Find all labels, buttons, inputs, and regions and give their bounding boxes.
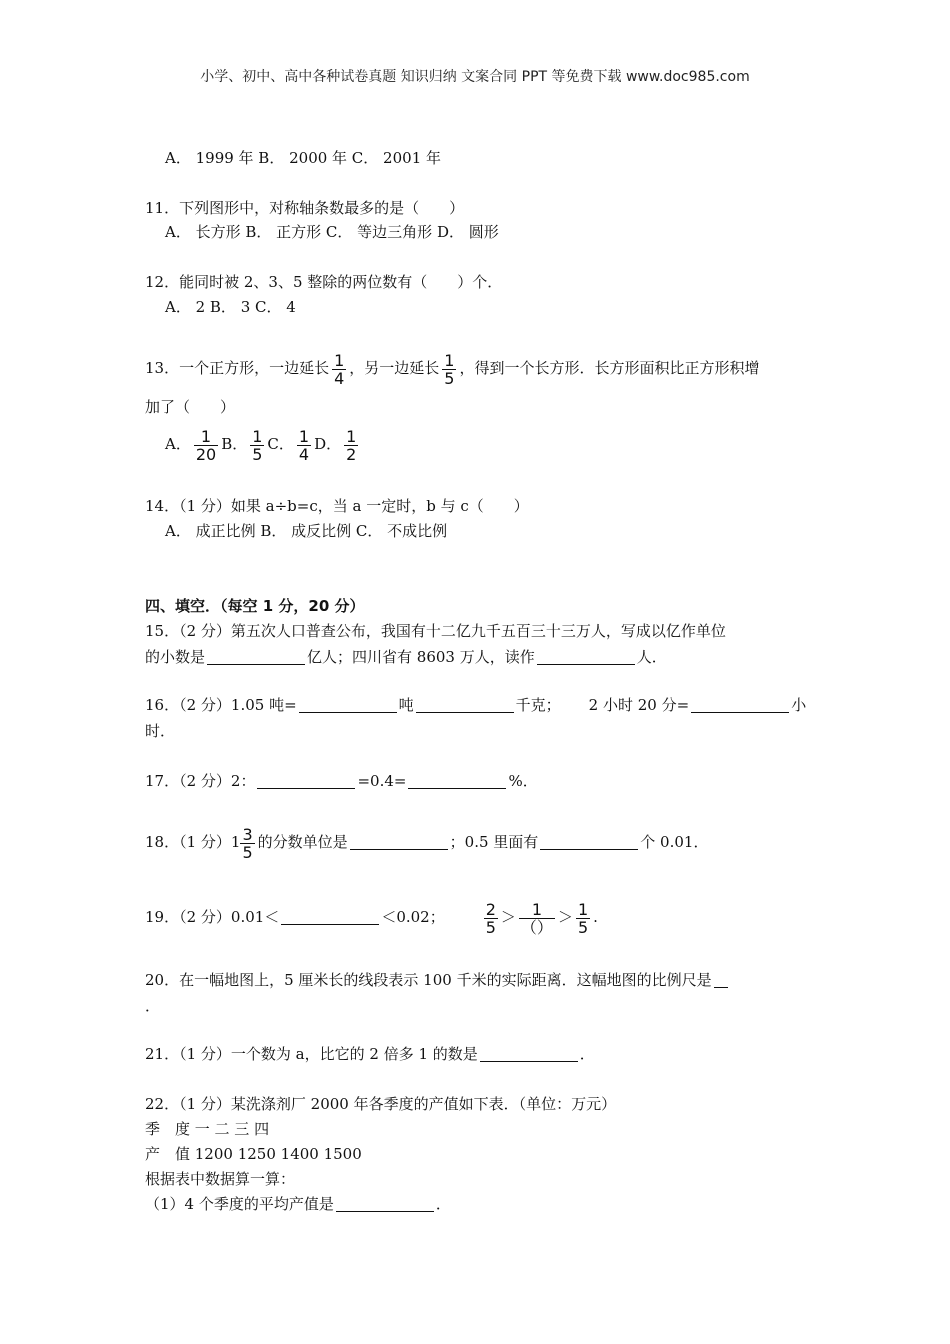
q13-option-d-label: D．	[314, 435, 342, 453]
q20-blank[interactable]	[714, 971, 728, 988]
q19	[145, 898, 598, 936]
q18-text-c: ；0.5 里面有	[449, 833, 539, 851]
q16-text-d: 2 小时 20 分=	[588, 696, 690, 714]
q15-text-a: 的小数是	[145, 648, 206, 666]
q18-text-d: 个 0.01．	[640, 833, 709, 851]
q14-stem: 14．（1 分）如果 a÷b=c，当 a 一定时，b 与 c（ ）	[145, 497, 529, 515]
q12-options: A． 2 B． 3 C． 4	[165, 298, 296, 316]
q16-text-b: 吨	[398, 696, 414, 714]
q16-text-c: 千克；	[515, 696, 561, 714]
q14-options: A． 成正比例 B． 成反比例 C． 不成比例	[165, 522, 448, 540]
q15-text-b: 亿人；四川省有 8603 万人，读作	[307, 648, 535, 666]
greater-than-sign: ＞	[557, 908, 573, 926]
q22-table-row-value: 产 值 1200 1250 1400 1500	[145, 1145, 362, 1163]
q13-options	[165, 426, 361, 463]
q16-text-a: 16．（2 分）1.05 吨=	[145, 696, 297, 714]
q20-text: 20．在一幅地图上，5 厘米长的线段表示 100 千米的实际距离．这幅地图的比例尺是	[145, 971, 712, 989]
q13-option-c-fraction: $\frac{1}{4}$	[298, 426, 310, 464]
q18-text-a: 18．（1 分）1	[145, 833, 241, 851]
q22-sub1-blank[interactable]	[336, 1195, 434, 1212]
q13-suffix: ，得到一个长方形．长方形面积比正方形积增	[459, 359, 760, 377]
q21-text-a: 21．（1 分）一个数为 a，比它的 2 倍多 1 的数是	[145, 1045, 478, 1063]
q22-instruction: 根据表中数据算一算：	[145, 1170, 296, 1188]
q22-table-row-quarter: 季 度 一 二 三 四	[145, 1120, 270, 1138]
fraction-one-over-blank: $\frac{1}{()}$	[520, 899, 553, 937]
q17-blank-1[interactable]	[257, 772, 355, 789]
q22-sub1-text: （1）4 个季度的平均产值是	[145, 1195, 334, 1213]
q11-stem: 11．下列图形中，对称轴条数最多的是（ ）	[145, 199, 465, 217]
section-4-heading: 四、填空．（每空 1 分，20 分）	[145, 597, 365, 615]
q22-sub1	[145, 1194, 451, 1214]
q13-option-a-fraction: $\frac{1}{20}$	[195, 426, 217, 464]
q21-blank[interactable]	[480, 1045, 578, 1062]
q16-text-e: 小	[791, 696, 807, 714]
fraction-one-quarter: $\frac{1}{4}$	[334, 350, 345, 388]
q17-text-c: %．	[508, 772, 538, 790]
q16-blank-2[interactable]	[416, 696, 514, 713]
q17-text-a: 17．（2 分）2：	[145, 772, 256, 790]
q15-text-c: 人．	[636, 648, 667, 666]
q19-blank-1[interactable]	[281, 908, 379, 925]
q19-end: .	[593, 908, 598, 926]
q22-stem: 22．（1 分）某洗涤剂厂 2000 年各季度的产值如下表．（单位：万元）	[145, 1095, 617, 1113]
q13-stem-line2: 加了（ ）	[145, 398, 236, 416]
fraction-one-fifth: $\frac{1}{5}$	[577, 899, 589, 937]
fraction-one-fifth: $\frac{1}{5}$	[444, 350, 455, 388]
q15-line1: 15．（2 分）第五次人口普查公布，我国有十二亿九千五百三十三万人，写成以亿作单位	[145, 622, 726, 640]
q22-sub1-end: ．	[435, 1195, 451, 1213]
q13-stem	[145, 350, 760, 387]
q15-line2	[145, 647, 667, 667]
q21-text-b: ．	[579, 1045, 595, 1063]
q19-text-b: ＜0.02；	[381, 908, 445, 926]
q10-options: A． 1999 年 B． 2000 年 C． 2001 年	[165, 149, 441, 167]
q13-option-b-fraction: $\frac{1}{5}$	[252, 426, 263, 464]
q11-options: A． 长方形 B． 正方形 C． 等边三角形 D． 圆形	[165, 223, 499, 241]
q19-text-a: 19．（2 分）0.01＜	[145, 908, 280, 926]
fraction-two-fifths: $\frac{2}{5}$	[485, 899, 496, 937]
q17-blank-2[interactable]	[408, 772, 506, 789]
q18-blank-1[interactable]	[350, 833, 448, 850]
q18-text-b: 的分数单位是	[257, 833, 348, 851]
q13-option-a-label: A．	[165, 435, 191, 453]
q18-blank-2[interactable]	[540, 833, 638, 850]
q17-text-b: =0.4=	[357, 772, 407, 790]
greater-than-sign: ＞	[500, 908, 516, 926]
q16-blank-3[interactable]	[691, 696, 789, 713]
fraction-three-fifths: $\frac{3}{5}$	[242, 824, 253, 862]
q13-option-b-label: B．	[221, 435, 248, 453]
q13-prefix: 13．一个正方形，一边延长	[145, 359, 330, 377]
q13-option-d-fraction: $\frac{1}{2}$	[346, 426, 357, 464]
q13-option-c-label: C．	[267, 435, 294, 453]
q17	[145, 771, 538, 791]
q21	[145, 1044, 595, 1064]
q16-blank-1[interactable]	[299, 696, 397, 713]
page-banner: 小学、初中、高中各种试卷真题 知识归纳 文案合同 PPT 等免费下载 www.doc985.com	[200, 69, 750, 85]
q16-line1	[145, 695, 806, 715]
q18	[145, 823, 708, 861]
q20-line1	[145, 970, 730, 990]
q12-stem: 12．能同时被 2、3、5 整除的两位数有（ ）个．	[145, 273, 503, 291]
q15-blank-1[interactable]	[207, 648, 305, 665]
q16-line2: 时．	[145, 722, 176, 740]
q15-blank-2[interactable]	[537, 648, 635, 665]
q13-mid: ，另一边延长	[349, 359, 440, 377]
q20-line2: ．	[145, 997, 161, 1015]
